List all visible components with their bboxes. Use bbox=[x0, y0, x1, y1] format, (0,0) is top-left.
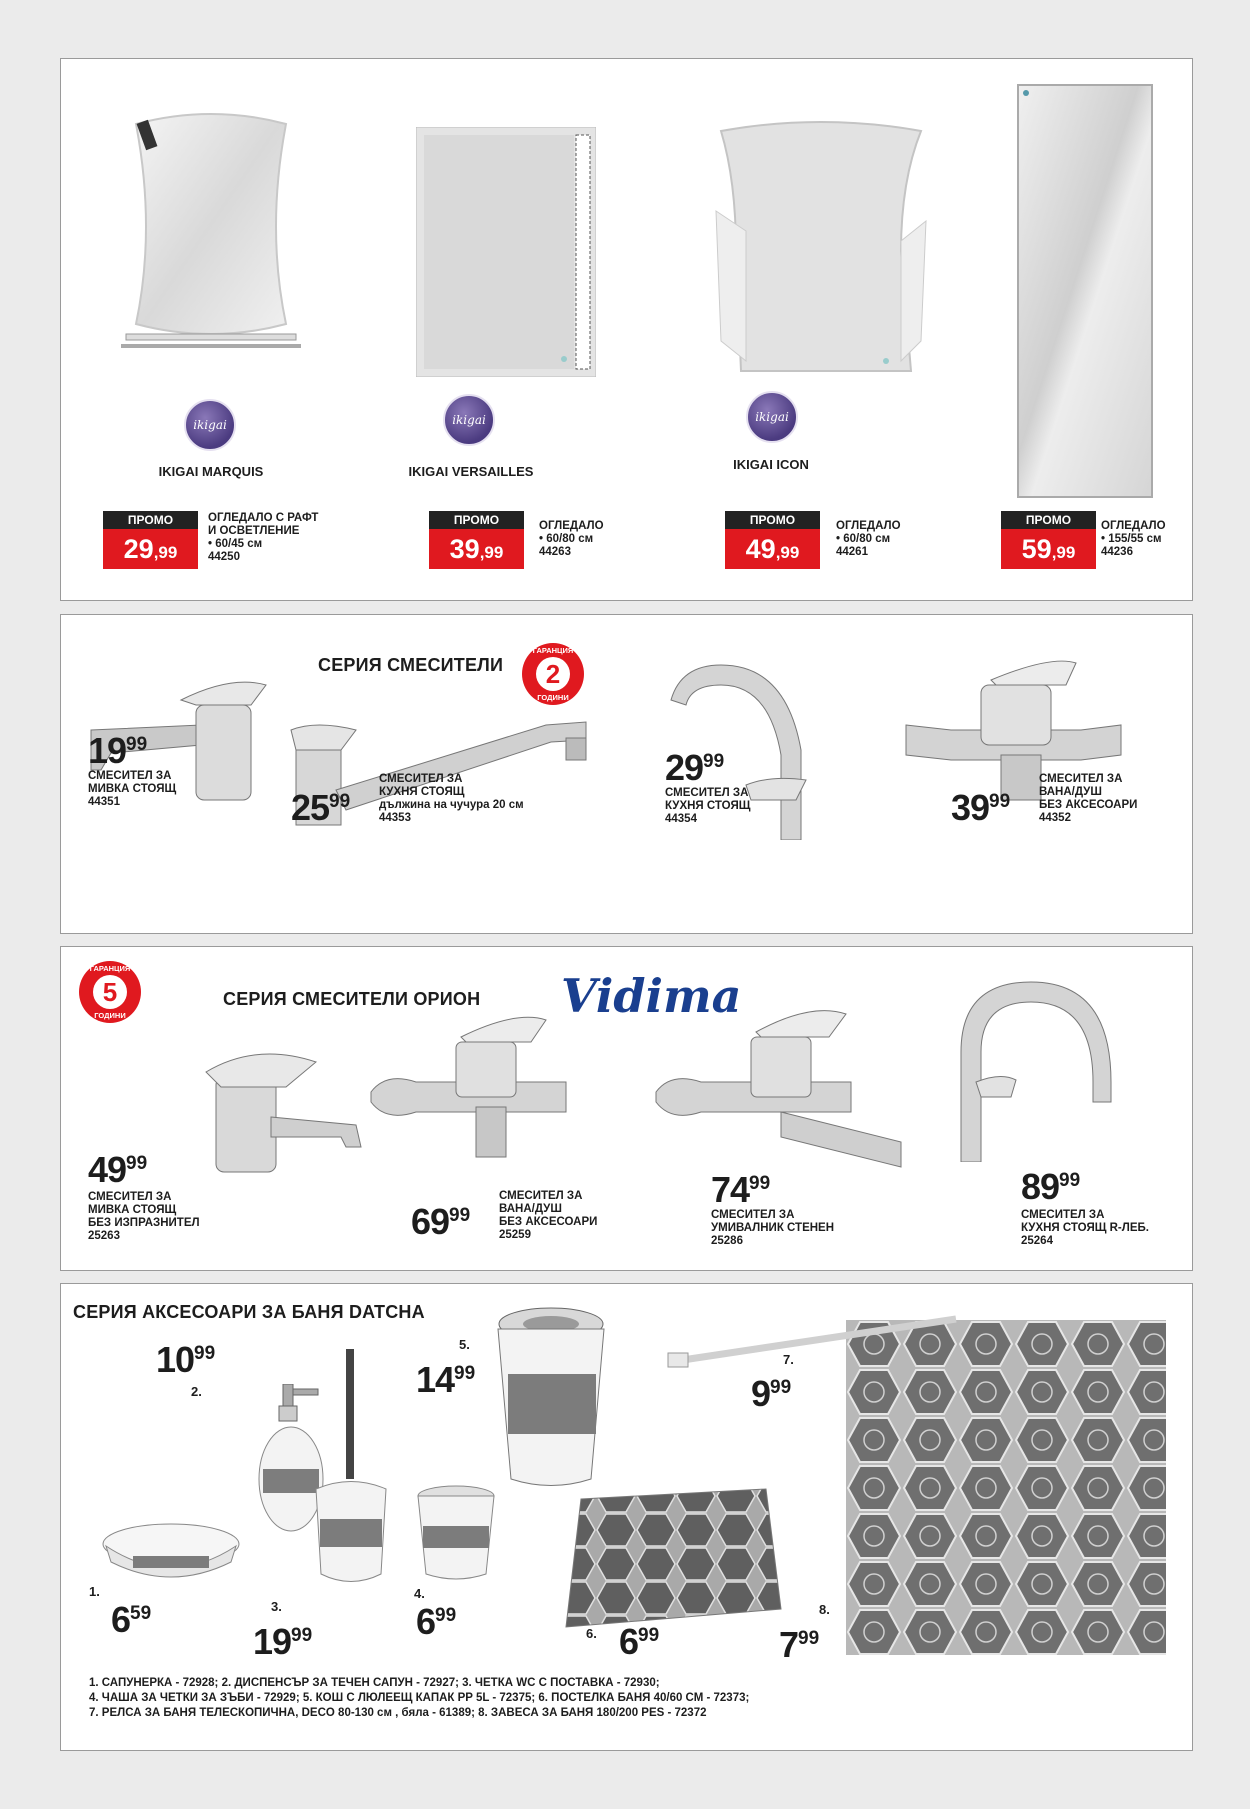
product-description: СМЕСИТЕЛ ЗА УМИВАЛНИК СТЕНЕН 25286 bbox=[711, 1209, 835, 1247]
product-description: СМЕСИТЕЛ ЗА КУХНЯ СТОЯЩ R-ЛЕБ. 25264 bbox=[1021, 1209, 1149, 1247]
tumbler-image bbox=[411, 1484, 501, 1584]
product-description: ОГЛЕДАЛО • 60/80 см 44263 bbox=[539, 520, 604, 558]
price: 4999 bbox=[88, 1149, 148, 1190]
price: 1999 bbox=[88, 730, 148, 771]
product-description: СМЕСИТЕЛ ЗА ВАНА/ДУШ БЕЗ АКСЕСОАРИ 44352 bbox=[1039, 773, 1138, 824]
mirror-versailles-image bbox=[416, 127, 596, 377]
price: 3999 bbox=[951, 787, 1011, 828]
product-name: IKIGAI MARQUIS bbox=[158, 464, 264, 479]
price: 1099 bbox=[156, 1339, 216, 1380]
item-number: 5. bbox=[459, 1337, 470, 1352]
product-description: ОГЛЕДАЛО • 155/55 см 44236 bbox=[1101, 520, 1166, 558]
product-description: ОГЛЕДАЛО • 60/80 см 44261 bbox=[836, 520, 901, 558]
items-legend: 1. САПУНЕРКА - 72928; 2. ДИСПЕНСЪР ЗА ТЕЧЕН САПУН - 72927; 3. ЧЕТКА WC С ПОСТАВКА - 72930; 4. ЧАША ЗА ЧЕТКИ ЗА ЗЪБИ - 72929; 5. КОШ С ЛЮЛЕЕЩ КАПАК PP 5L - 72375; 6. ПОСТЕЛКА БАНЯ 40/60 СМ - 72373; 7. РЕЛСА ЗА БАНЯ ТЕЛЕСКОПИЧНА, DECO 80-130 см , бяла - 61389; 8. ЗАВЕСА ЗА БАНЯ 180/200 PES - 72372 bbox=[89, 1677, 750, 1719]
mirror-icon-image bbox=[706, 121, 936, 381]
price: 6999 bbox=[411, 1201, 471, 1242]
item-number: 6. bbox=[586, 1626, 597, 1641]
promo-price: ПРОМО 39,99 bbox=[429, 511, 524, 569]
faucet-bath-shower-image bbox=[366, 1012, 606, 1162]
item-number: 3. bbox=[271, 1599, 282, 1614]
faucet-wall-basin-image bbox=[651, 992, 931, 1172]
toilet-brush-image bbox=[306, 1349, 396, 1589]
section-title: СЕРИЯ СМЕСИТЕЛИ bbox=[318, 655, 504, 675]
ikigai-logo: ikigai bbox=[184, 399, 236, 451]
soap-dish-image bbox=[101, 1514, 241, 1584]
item-number: 4. bbox=[414, 1586, 425, 1601]
product-name: IKIGAI VERSAILLES bbox=[408, 464, 534, 479]
product-name: IKIGAI ICON bbox=[733, 457, 809, 472]
price: 699 bbox=[619, 1621, 660, 1662]
price: 659 bbox=[111, 1599, 152, 1640]
promo-tag: ПРОМО bbox=[103, 511, 198, 529]
product-description: СМЕСИТЕЛ ЗА КУХНЯ СТОЯЩ дължина на чучура 20 см 44353 bbox=[379, 773, 524, 824]
faucets-panel bbox=[60, 614, 1193, 934]
item-number: 8. bbox=[819, 1602, 830, 1617]
promo-price: ПРОМО 59,99 bbox=[1001, 511, 1096, 569]
warranty-badge: ГАРАНЦИЯ 2 ГОДИНИ bbox=[522, 643, 584, 705]
orion-panel bbox=[60, 946, 1193, 1271]
section-title: СЕРИЯ АКСЕСОАРИ ЗА БАНЯ DATCHA bbox=[73, 1302, 425, 1322]
price: 2999 bbox=[665, 747, 725, 788]
price: 1499 bbox=[416, 1359, 476, 1400]
price: 999 bbox=[751, 1373, 792, 1414]
product-description: СМЕСИТЕЛ ЗА МИВКА СТОЯЩ 44351 bbox=[88, 770, 177, 808]
promo-price bbox=[103, 511, 198, 569]
ikigai-logo: ikigai bbox=[443, 394, 495, 446]
faucet-basin-image bbox=[176, 1047, 376, 1177]
price: 29,99 bbox=[103, 529, 198, 569]
warranty-badge: ГАРАНЦИЯ 5 ГОДИНИ bbox=[79, 961, 141, 1023]
mirror-marquis-image bbox=[116, 109, 306, 369]
item-number: 7. bbox=[783, 1352, 794, 1367]
mirror-tall-image bbox=[1016, 83, 1156, 503]
price: 8999 bbox=[1021, 1166, 1081, 1207]
promo-price: ПРОМО 49,99 bbox=[725, 511, 820, 569]
price: 799 bbox=[779, 1624, 820, 1665]
price: 1999 bbox=[253, 1621, 313, 1662]
waste-bin-image bbox=[486, 1304, 616, 1489]
price: 699 bbox=[416, 1601, 457, 1642]
shower-curtain-image bbox=[846, 1320, 1166, 1655]
product-description: ОГЛЕДАЛО С РАФТ И ОСВЕТЛЕНИЕ • 60/45 см 44250 bbox=[208, 512, 319, 563]
shower-rail-image bbox=[666, 1309, 966, 1369]
item-number: 1. bbox=[89, 1584, 100, 1599]
price: 2599 bbox=[291, 787, 351, 828]
ikigai-logo: ikigai bbox=[746, 391, 798, 443]
price: 7499 bbox=[711, 1169, 771, 1210]
product-description: СМЕСИТЕЛ ЗА МИВКА СТОЯЩ БЕЗ ИЗПРАЗНИТЕЛ 25263 bbox=[88, 1191, 200, 1242]
product-description: СМЕСИТЕЛ ЗА КУХНЯ СТОЯЩ 44354 bbox=[665, 787, 751, 825]
vidima-logo: Vidima bbox=[561, 969, 742, 1023]
faucet-kitchen-high-image bbox=[941, 972, 1161, 1162]
mirrors-panel bbox=[60, 58, 1193, 601]
item-number: 2. bbox=[191, 1384, 202, 1399]
section-title: СЕРИЯ СМЕСИТЕЛИ ОРИОН bbox=[223, 989, 481, 1009]
bath-mat-image bbox=[556, 1479, 786, 1634]
product-description: СМЕСИТЕЛ ЗА ВАНА/ДУШ БЕЗ АКСЕСОАРИ 25259 bbox=[499, 1190, 598, 1241]
accessories-panel bbox=[60, 1283, 1193, 1751]
